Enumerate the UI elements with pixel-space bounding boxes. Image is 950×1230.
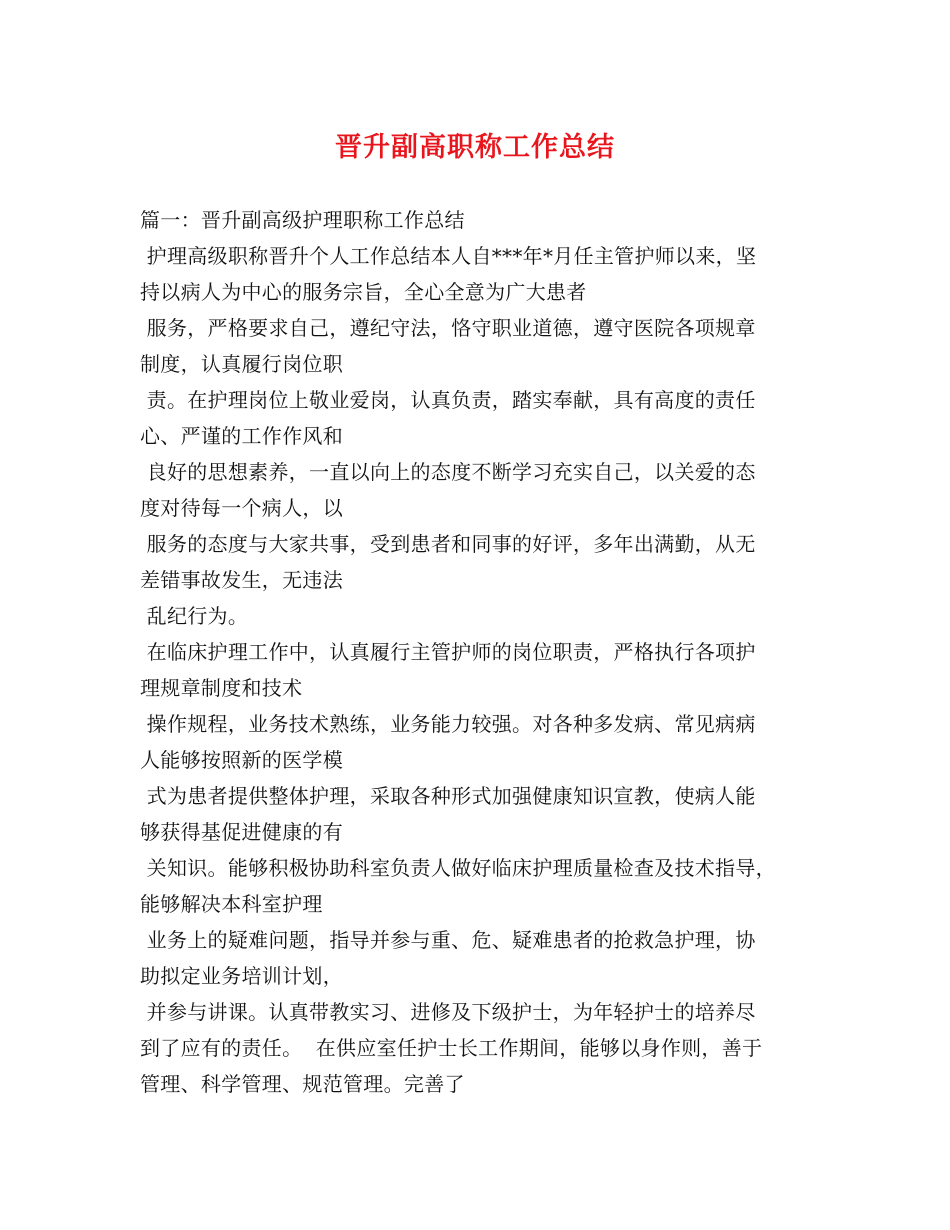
text-line: 乱纪行为。 bbox=[140, 604, 249, 628]
document-body bbox=[140, 202, 830, 1102]
text-line: 理规章制度和技术 bbox=[140, 676, 303, 700]
text-line: 心、严谨的工作作风和 bbox=[140, 424, 343, 448]
document-title: 晋升副高职称工作总结 bbox=[335, 132, 615, 163]
text-line: 并参与讲课。认真带教实习、进修及下级护士，为年轻护士的培养尽 bbox=[140, 1000, 756, 1024]
text-line: 制度，认真履行岗位职 bbox=[140, 352, 343, 376]
text-line: 篇一：晋升副高级护理职称工作总结 bbox=[140, 208, 465, 232]
text-line: 操作规程，业务技术熟练，业务能力较强。对各种多发病、常见病病 bbox=[140, 712, 756, 736]
text-line: 差错事故发生，无违法 bbox=[140, 568, 343, 592]
text-line: 在临床护理工作中，认真履行主管护师的岗位职责，严格执行各项护 bbox=[140, 640, 756, 664]
text-line: 服务，严格要求自己，遵纪守法，恪守职业道德，遵守医院各项规章 bbox=[140, 316, 756, 340]
text-line: 持以病人为中心的服务宗旨，全心全意为广大患者 bbox=[140, 280, 587, 304]
text-line: 助拟定业务培训计划， bbox=[140, 964, 343, 988]
text-line: 能够解决本科室护理 bbox=[140, 892, 323, 916]
text-line: 到了应有的责任。 在供应室任护士长工作期间，能够以身作则，善于 bbox=[140, 1036, 763, 1060]
text-line: 式为患者提供整体护理，采取各种形式加强健康知识宣教，使病人能 bbox=[140, 784, 756, 808]
text-line: 责。在护理岗位上敬业爱岗，认真负责，踏实奉献，具有高度的责任 bbox=[140, 388, 756, 412]
text-line: 够获得基促进健康的有 bbox=[140, 820, 343, 844]
text-line: 关知识。能够积极协助科室负责人做好临床护理质量检查及技术指导， bbox=[140, 856, 776, 880]
text-line: 护理高级职称晋升个人工作总结本人自***年*月任主管护师以来，坚 bbox=[140, 244, 757, 268]
text-line: 人能够按照新的医学模 bbox=[140, 748, 343, 772]
text-line: 良好的思想素养，一直以向上的态度不断学习充实自己，以关爱的态 bbox=[140, 460, 756, 484]
text-line: 服务的态度与大家共事，受到患者和同事的好评，多年出满勤，从无 bbox=[140, 532, 756, 556]
text-line: 业务上的疑难问题，指导并参与重、危、疑难患者的抢救急护理，协 bbox=[140, 928, 756, 952]
text-line: 度对待每一个病人，以 bbox=[140, 496, 343, 520]
text-line: 管理、科学管理、规范管理。完善了 bbox=[140, 1072, 465, 1096]
